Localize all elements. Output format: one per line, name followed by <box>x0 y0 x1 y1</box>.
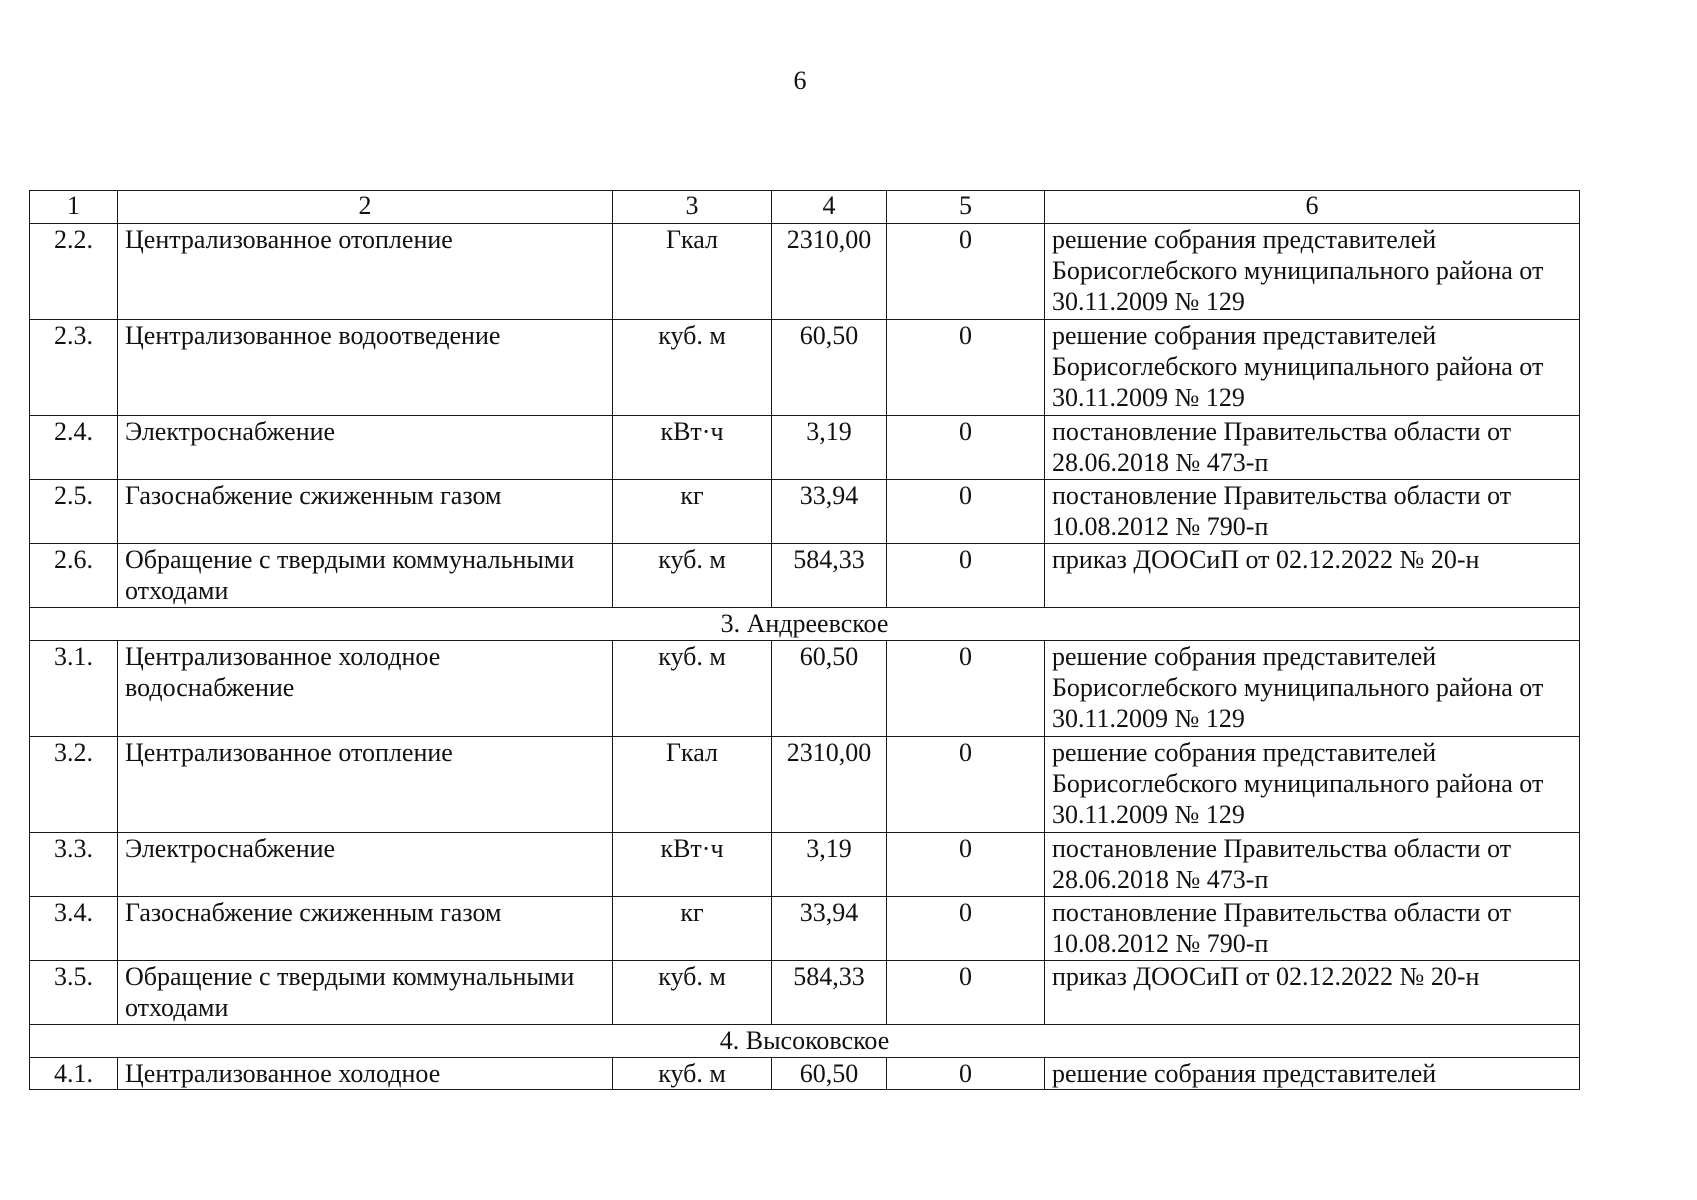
tariff-value: 60,50 <box>772 1058 887 1090</box>
table-row <box>30 961 1580 1025</box>
table-row <box>30 416 1580 480</box>
row-number: 2.6. <box>30 544 118 608</box>
unit-of-measure: куб. м <box>613 641 772 737</box>
tariff-value: 2310,00 <box>772 737 887 833</box>
column-5-value: 0 <box>887 416 1045 480</box>
column-5-value: 0 <box>887 320 1045 416</box>
section-row <box>30 1025 1580 1058</box>
column-header: 3 <box>613 191 772 224</box>
table-body <box>30 224 1580 1090</box>
table-row <box>30 480 1580 544</box>
tariff-value: 60,50 <box>772 641 887 737</box>
unit-of-measure: кг <box>613 480 772 544</box>
row-number: 2.2. <box>30 224 118 320</box>
legal-basis: приказ ДООСиП от 02.12.2022 № 20-н <box>1045 961 1580 1025</box>
service-name: Газоснабжение сжиженным газом <box>118 897 613 961</box>
service-name: Обращение с твердыми коммунальными отходами <box>118 544 613 608</box>
row-number: 3.5. <box>30 961 118 1025</box>
unit-of-measure: Гкал <box>613 737 772 833</box>
row-number: 3.4. <box>30 897 118 961</box>
section-title: 3. Андреевское <box>30 608 1580 641</box>
column-5-value: 0 <box>887 833 1045 897</box>
legal-basis: решение собрания представителей <box>1045 1058 1580 1090</box>
column-5-value: 0 <box>887 544 1045 608</box>
legal-basis: решение собрания представителей Борисоглебского муниципального района от 30.11.2009 № 129 <box>1045 320 1580 416</box>
section-row <box>30 608 1580 641</box>
column-5-value: 0 <box>887 641 1045 737</box>
tariff-value: 33,94 <box>772 480 887 544</box>
legal-basis: приказ ДООСиП от 02.12.2022 № 20-н <box>1045 544 1580 608</box>
row-number: 3.3. <box>30 833 118 897</box>
legal-basis: постановление Правительства области от 10.08.2012 № 790-п <box>1045 480 1580 544</box>
unit-of-measure: кВт·ч <box>613 416 772 480</box>
row-number: 2.4. <box>30 416 118 480</box>
column-header: 2 <box>118 191 613 224</box>
service-name: Электроснабжение <box>118 416 613 480</box>
tariff-value: 60,50 <box>772 320 887 416</box>
legal-basis: решение собрания представителей Борисоглебского муниципального района от 30.11.2009 № 129 <box>1045 224 1580 320</box>
column-5-value: 0 <box>887 1058 1045 1090</box>
column-5-value: 0 <box>887 224 1045 320</box>
row-number: 3.1. <box>30 641 118 737</box>
service-name: Электроснабжение <box>118 833 613 897</box>
service-name: Централизованное холодное <box>118 1058 613 1090</box>
tariff-value: 33,94 <box>772 897 887 961</box>
legal-basis: решение собрания представителей Борисоглебского муниципального района от 30.11.2009 № 129 <box>1045 737 1580 833</box>
row-number: 2.3. <box>30 320 118 416</box>
unit-of-measure: Гкал <box>613 224 772 320</box>
service-name: Газоснабжение сжиженным газом <box>118 480 613 544</box>
table-row <box>30 544 1580 608</box>
unit-of-measure: кВт·ч <box>613 833 772 897</box>
row-number: 3.2. <box>30 737 118 833</box>
table-row <box>30 1058 1580 1090</box>
column-5-value: 0 <box>887 897 1045 961</box>
legal-basis: решение собрания представителей Борисоглебского муниципального района от 30.11.2009 № 129 <box>1045 641 1580 737</box>
table-row <box>30 737 1580 833</box>
table-row <box>30 641 1580 737</box>
unit-of-measure: куб. м <box>613 544 772 608</box>
table-row <box>30 833 1580 897</box>
table-row <box>30 224 1580 320</box>
row-number: 4.1. <box>30 1058 118 1090</box>
tariff-value: 3,19 <box>772 416 887 480</box>
service-name: Централизованное холодное водоснабжение <box>118 641 613 737</box>
legal-basis: постановление Правительства области от 10.08.2012 № 790-п <box>1045 897 1580 961</box>
column-header: 6 <box>1045 191 1580 224</box>
service-name: Централизованное водоотведение <box>118 320 613 416</box>
service-name: Централизованное отопление <box>118 737 613 833</box>
column-header: 5 <box>887 191 1045 224</box>
header-row <box>30 191 1580 224</box>
section-title: 4. Высоковское <box>30 1025 1580 1058</box>
column-5-value: 0 <box>887 480 1045 544</box>
column-header: 4 <box>772 191 887 224</box>
unit-of-measure: кг <box>613 897 772 961</box>
legal-basis: постановление Правительства области от 28.06.2018 № 473-п <box>1045 416 1580 480</box>
service-name: Обращение с твердыми коммунальными отходами <box>118 961 613 1025</box>
tariff-table <box>29 190 1580 1090</box>
row-number: 2.5. <box>30 480 118 544</box>
unit-of-measure: куб. м <box>613 320 772 416</box>
unit-of-measure: куб. м <box>613 1058 772 1090</box>
tariff-value: 584,33 <box>772 544 887 608</box>
service-name: Централизованное отопление <box>118 224 613 320</box>
tariff-value: 584,33 <box>772 961 887 1025</box>
table-row <box>30 320 1580 416</box>
tariff-value: 2310,00 <box>772 224 887 320</box>
column-header: 1 <box>30 191 118 224</box>
page-number: 6 <box>793 66 807 95</box>
column-5-value: 0 <box>887 737 1045 833</box>
unit-of-measure: куб. м <box>613 961 772 1025</box>
column-5-value: 0 <box>887 961 1045 1025</box>
legal-basis: постановление Правительства области от 28.06.2018 № 473-п <box>1045 833 1580 897</box>
tariff-value: 3,19 <box>772 833 887 897</box>
table-row <box>30 897 1580 961</box>
